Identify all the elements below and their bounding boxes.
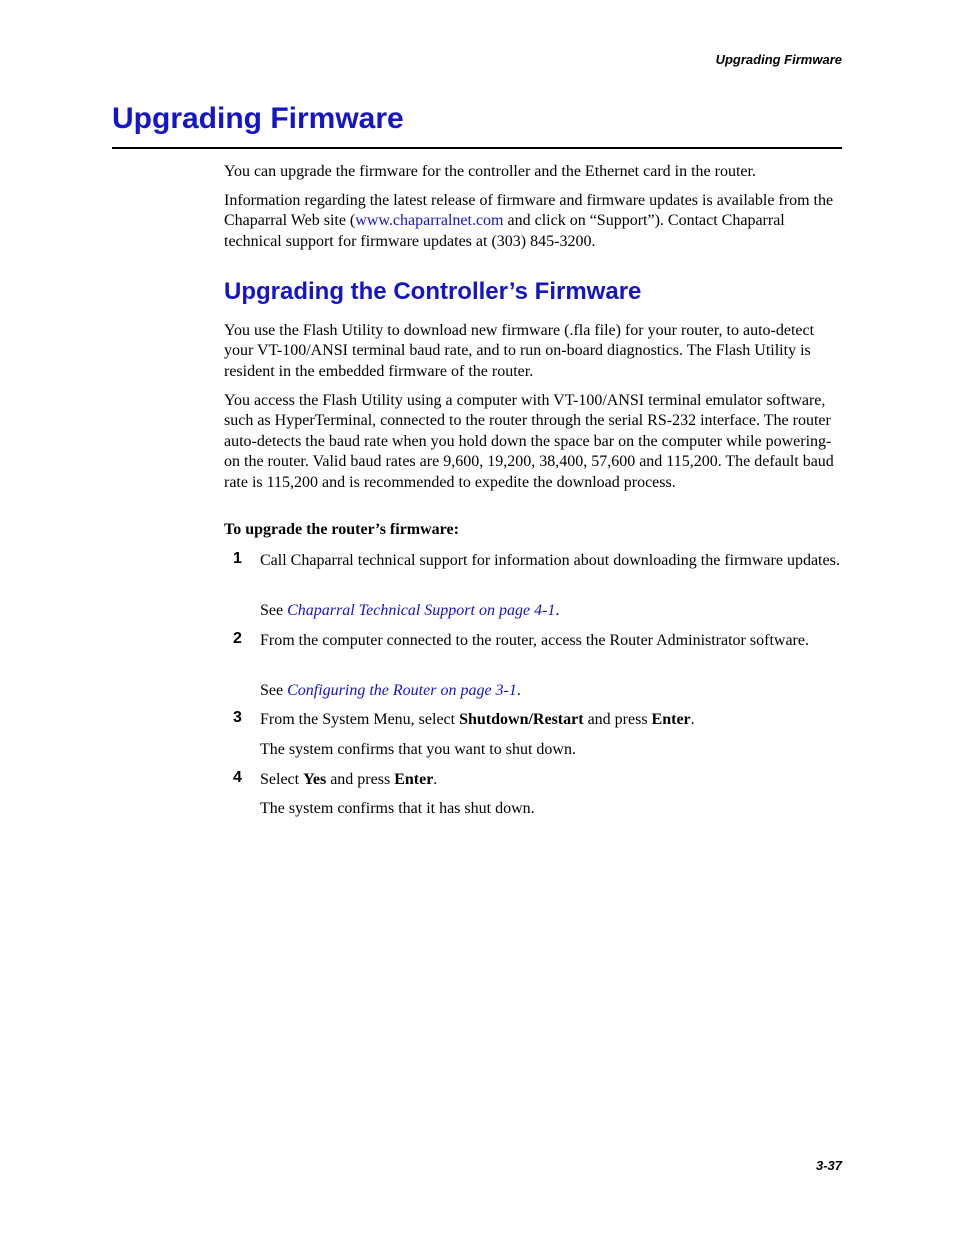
section-heading: Upgrading the Controller’s Firmware bbox=[224, 278, 642, 305]
intro-text-1: You can upgrade the firmware for the controller and the Ethernet card in the router. bbox=[224, 163, 756, 180]
step-text-1: Call Chaparral technical support for information about downloading the firmware updates. bbox=[260, 552, 840, 569]
step-3-text-a: From the System Menu, select bbox=[260, 711, 460, 728]
step-text-2: From the computer connected to the router, access the Router Administrator software. bbox=[260, 632, 809, 649]
procedure-title: To upgrade the router’s firmware: bbox=[224, 521, 459, 538]
step-text-3 bbox=[260, 710, 840, 730]
intro-text-2 bbox=[224, 191, 844, 252]
step-result-3: The system confirms that you want to shut down. bbox=[260, 741, 576, 758]
step-see-2 bbox=[260, 681, 840, 701]
title-rule bbox=[112, 147, 842, 149]
step-see-prefix-2: See bbox=[260, 682, 288, 699]
intro-text-2-before: Information regarding the latest release of firmware and firmware updates is available from the Chaparral Web site ( bbox=[224, 192, 834, 230]
step-see-suffix-1: . bbox=[555, 602, 560, 619]
step-3-text-c: . bbox=[690, 711, 695, 728]
page-title: Upgrading Firmware bbox=[112, 102, 404, 135]
step-text-4 bbox=[260, 770, 840, 790]
step-number-4: 4 bbox=[233, 769, 242, 786]
step-number-1: 1 bbox=[233, 550, 242, 567]
running-header: Upgrading Firmware bbox=[715, 52, 842, 67]
intro-text-2-after: and click on “Support”). Contact Chaparral technical support for firmware updates at (303) 845-3200. bbox=[224, 212, 785, 250]
step-see-1 bbox=[260, 601, 840, 621]
step-4-text-b: and press bbox=[326, 771, 395, 788]
step-4-text-c: . bbox=[433, 771, 438, 788]
intro-paragraph-1 bbox=[224, 162, 844, 182]
step-3-text-b: and press bbox=[583, 711, 652, 728]
step-4-key: Enter bbox=[394, 771, 434, 788]
step-number-2: 2 bbox=[233, 630, 242, 647]
technical-support-link[interactable]: Chaparral Technical Support on page 4-1 bbox=[287, 602, 556, 619]
step-4-option: Yes bbox=[303, 771, 327, 788]
section-text-1: You use the Flash Utility to download new firmware (.fla file) for your router, to auto-detect your VT-100/ANSI terminal baud rate, and to run on-board diagnostics. The Flash Utility is resident in the embedded firmware of the router. bbox=[224, 322, 815, 380]
section-paragraph-2 bbox=[224, 391, 844, 493]
step-result-4: The system confirms that it has shut down. bbox=[260, 800, 535, 817]
step-3-menu-item: Shutdown/Restart bbox=[459, 711, 584, 728]
chaparral-web-link[interactable]: www.chaparralnet.com bbox=[355, 212, 504, 230]
section-text-2: You access the Flash Utility using a computer with VT-100/ANSI terminal emulator software, such as HyperTerminal, connected to the router through the serial RS-232 interface. The router auto-detects the baud rate when you hold down the space bar on the computer while powering-on the router. Valid baud rates are 9,600, 19,200, 38,400, 57,600 and 115,200. The default baud rate is 115,200 and is recommended to expedite the download process. bbox=[224, 392, 834, 491]
step-3-key: Enter bbox=[651, 711, 691, 728]
step-see-prefix-1: See bbox=[260, 602, 288, 619]
step-number-3: 3 bbox=[233, 709, 242, 726]
step-see-suffix-2: . bbox=[516, 682, 521, 699]
configuring-router-link[interactable]: Configuring the Router on page 3-1 bbox=[287, 682, 517, 699]
step-4-text-a: Select bbox=[260, 771, 304, 788]
page-number: 3-37 bbox=[815, 1158, 842, 1173]
intro-paragraph-2 bbox=[224, 191, 844, 252]
section-paragraph-1 bbox=[224, 321, 844, 382]
